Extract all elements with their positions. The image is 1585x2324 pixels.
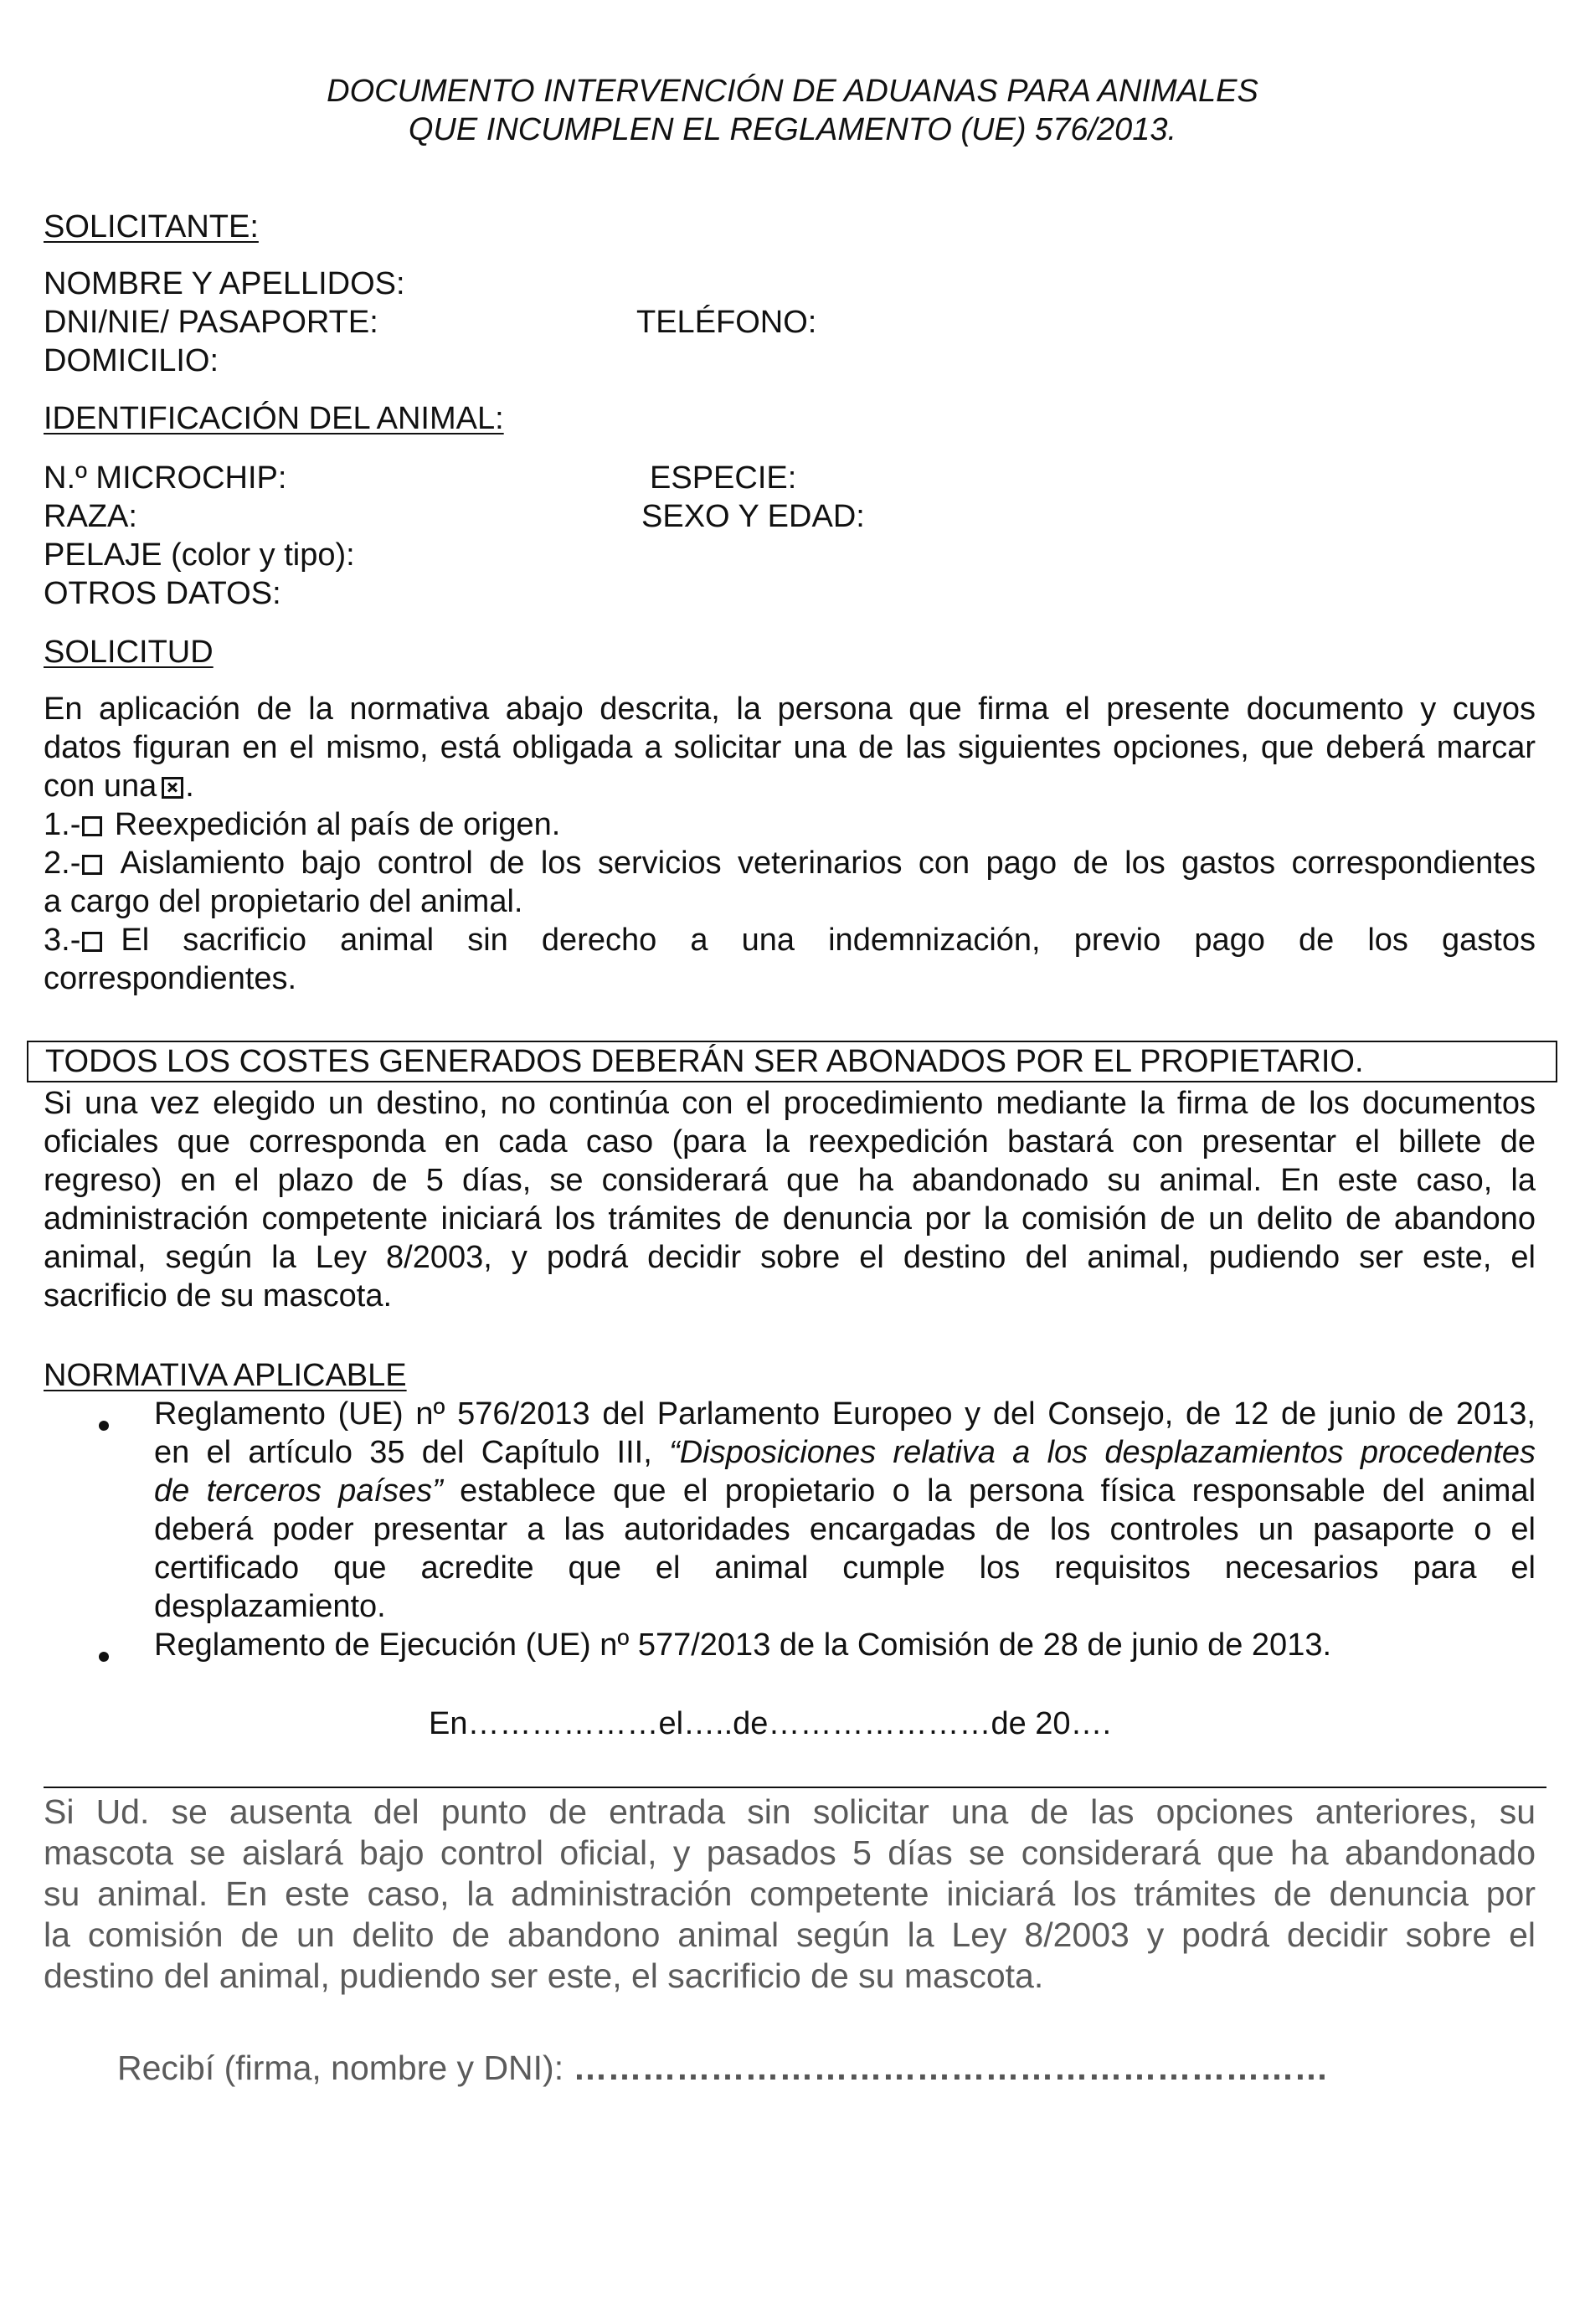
document-title-line1: DOCUMENTO INTERVENCIÓN DE ADUANAS PARA ANIMALES bbox=[327, 74, 1258, 109]
costes-line: administración competente iniciará los trámites de denuncia por la comisión de un delito de abandono bbox=[44, 1201, 1536, 1237]
option-2-checkbox[interactable] bbox=[82, 855, 102, 875]
solicitud-intro-line3: con una bbox=[44, 769, 157, 804]
warning-paragraph bbox=[44, 1792, 1536, 1997]
costes-line: sacrificio de su mascota. bbox=[44, 1278, 393, 1314]
nombre-label: NOMBRE Y APELLIDOS: bbox=[44, 266, 405, 301]
divider bbox=[44, 1787, 1546, 1788]
solicitud-intro-line: datos figuran en el mismo, está obligada a solicitar una de las siguientes opciones, que deberá marcar bbox=[44, 730, 1536, 765]
normativa-line: Reglamento (UE) nº 576/2013 del Parlamento Europeo y del Consejo, de 12 de junio de 2013, bbox=[154, 1396, 1536, 1432]
normativa-text: establece que el propietario o la persona física responsable del animal bbox=[460, 1473, 1536, 1509]
option-2 bbox=[44, 844, 1536, 882]
option-1 bbox=[44, 805, 1536, 844]
normativa-text: en el artículo 35 del Capítulo III, bbox=[154, 1435, 652, 1470]
warning-line: su animal. En este caso, la administración competente iniciará los trámites de denuncia por bbox=[44, 1874, 1536, 1913]
option-2-cont: a cargo del propietario del animal. bbox=[44, 884, 523, 919]
option-number: 2.- bbox=[44, 846, 81, 881]
warning-line: destino del animal, pudiendo ser este, el sacrificio de su mascota. bbox=[44, 1956, 1044, 1995]
option-3-head bbox=[44, 921, 105, 959]
warning-line: mascota se aislará bajo control oficial, y pasados 5 días se considerará que ha abandonado bbox=[44, 1833, 1536, 1872]
normativa-italic-text: “Disposiciones relativa a los desplazamientos procedentes bbox=[669, 1435, 1536, 1470]
normativa-line: deberá poder presentar a las autoridades encargadas de los controles un pasaporte o el bbox=[154, 1512, 1536, 1547]
option-1-label: Reexpedición al país de origen. bbox=[114, 807, 561, 842]
normativa-line: certificado que acredite que el animal cumple los requisitos necesarios para el bbox=[154, 1550, 1536, 1586]
solicitante-heading: SOLICITANTE: bbox=[44, 209, 259, 244]
option-number: 3.- bbox=[44, 923, 81, 958]
warning-line: Si Ud. se ausenta del punto de entrada sin solicitar una de las opciones anteriores, su bbox=[44, 1792, 1536, 1831]
normativa-italic-text: de terceros países” bbox=[154, 1473, 443, 1509]
option-3-checkbox[interactable] bbox=[82, 932, 102, 952]
option-3-label: El sacrificio animal sin derecho a una indemnización, previo pago de los gastos bbox=[121, 923, 1536, 958]
solicitud-intro-line: En aplicación de la normativa abajo descrita, la persona que firma el presente documento y cuyos bbox=[44, 692, 1536, 727]
solicitud-heading: SOLICITUD bbox=[44, 635, 214, 670]
normativa-line: Reglamento de Ejecución (UE) nº 577/2013 de la Comisión de 28 de junio de 2013. bbox=[154, 1627, 1332, 1663]
normativa-heading: NORMATIVA APLICABLE bbox=[44, 1358, 407, 1393]
signature-field[interactable]: ………………………………………………………… bbox=[573, 2049, 1329, 2087]
checked-box-icon bbox=[162, 777, 183, 799]
date-place-line[interactable]: En………………el…..de…………………de 20…. bbox=[429, 1706, 1112, 1741]
costes-notice-box: TODOS LOS COSTES GENERADOS DEBERÁN SER ABONADOS POR EL PROPIETARIO. bbox=[27, 1041, 1557, 1082]
costes-paragraph bbox=[44, 1084, 1536, 1315]
costes-line: oficiales que corresponda en cada caso (para la reexpedición bastará con presentar el billete de bbox=[44, 1124, 1536, 1159]
option-3 bbox=[44, 921, 1536, 959]
microchip-label: N.º MICROCHIP: bbox=[44, 460, 287, 496]
normativa-line: desplazamiento. bbox=[154, 1589, 386, 1624]
normativa-line bbox=[154, 1433, 1536, 1472]
costes-line: Si una vez elegido un destino, no continúa con el procedimiento mediante la firma de los documentos bbox=[44, 1086, 1536, 1121]
option-number: 1.- bbox=[44, 807, 81, 842]
raza-label: RAZA: bbox=[44, 499, 137, 534]
sexo-edad-label: SEXO Y EDAD: bbox=[641, 499, 865, 534]
intro-period: . bbox=[185, 769, 194, 804]
dni-label: DNI/NIE/ PASAPORTE: bbox=[44, 305, 378, 340]
costes-line: animal, según la Ley 8/2003, y podrá decidir sobre el destino del animal, pudiendo ser este, el bbox=[44, 1240, 1536, 1275]
pelaje-label: PELAJE (color y tipo): bbox=[44, 537, 355, 573]
bullet-icon bbox=[99, 1652, 109, 1662]
solicitud-intro-line bbox=[44, 767, 1536, 805]
telefono-label: TELÉFONO: bbox=[636, 305, 817, 340]
otros-datos-label: OTROS DATOS: bbox=[44, 576, 281, 611]
domicilio-label: DOMICILIO: bbox=[44, 343, 219, 378]
signature-line bbox=[117, 2048, 1329, 2089]
document-title-line2: QUE INCUMPLEN EL REGLAMENTO (UE) 576/2013. bbox=[408, 112, 1177, 147]
normativa-item-1 bbox=[154, 1395, 1536, 1626]
bullet-icon bbox=[99, 1421, 109, 1431]
solicitud-intro bbox=[44, 690, 1536, 998]
animal-heading: IDENTIFICACIÓN DEL ANIMAL: bbox=[44, 401, 504, 436]
normativa-line bbox=[154, 1472, 1536, 1510]
costes-line: regreso) en el plazo de 5 días, se considerará que ha abandonado su animal. En este caso, la bbox=[44, 1163, 1536, 1198]
warning-line: la comisión de un delito de abandono animal según la Ley 8/2003 y podrá decidir sobre el bbox=[44, 1915, 1536, 1954]
signature-label: Recibí (firma, nombre y DNI): bbox=[117, 2049, 564, 2087]
option-3-cont: correspondientes. bbox=[44, 961, 297, 996]
normativa-item-2 bbox=[154, 1626, 1536, 1664]
especie-label: ESPECIE: bbox=[650, 460, 797, 496]
option-1-checkbox[interactable] bbox=[82, 816, 102, 836]
option-2-label: Aislamiento bajo control de los servicios veterinarios con pago de los gastos correspondientes bbox=[120, 846, 1536, 881]
